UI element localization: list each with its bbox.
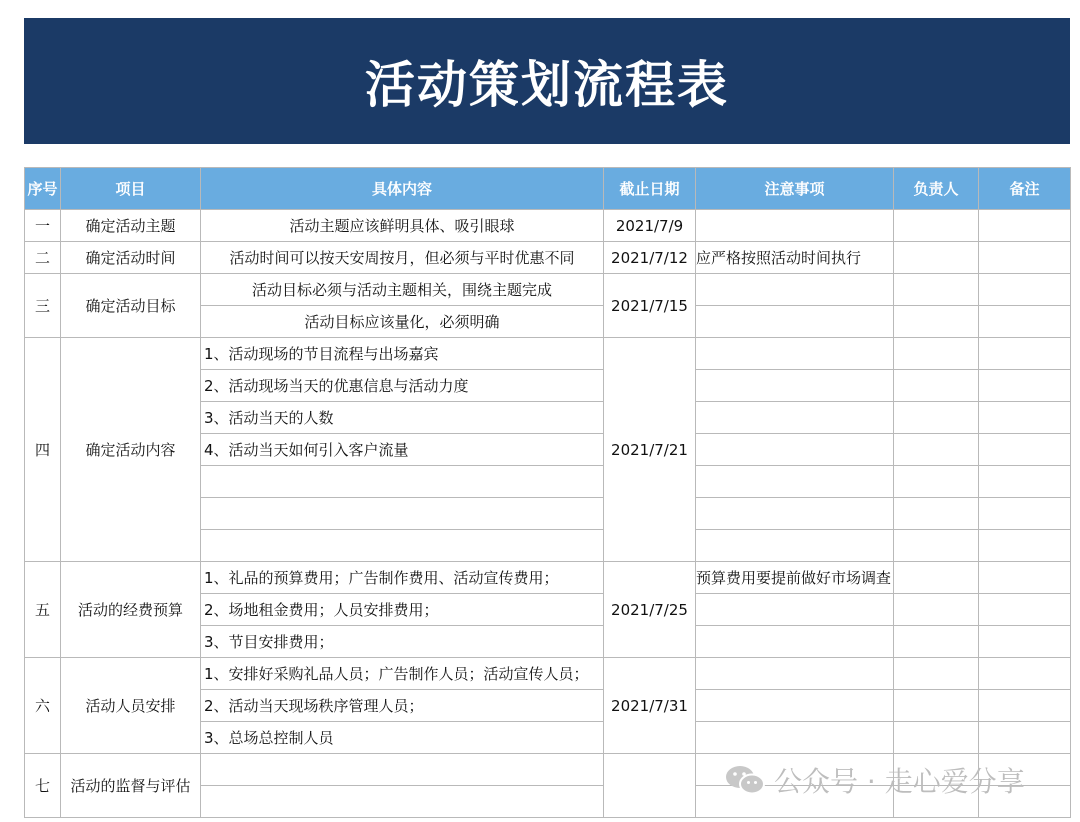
cell-item: 确定活动时间: [61, 242, 201, 274]
table-row: [25, 562, 1071, 594]
cell-remarks: [979, 562, 1071, 594]
header-row: [25, 168, 1071, 210]
cell-notes: [696, 210, 894, 242]
cell-notes: [696, 754, 894, 786]
cell-content: 1、礼品的预算费用；广告制作费用、活动宣传费用；: [201, 562, 604, 594]
cell-content: [201, 498, 604, 530]
cell-owner: [894, 530, 979, 562]
cell-owner: [894, 498, 979, 530]
cell-owner: [894, 626, 979, 658]
cell-remarks: [979, 658, 1071, 690]
cell-content: 活动目标必须与活动主题相关，围绕主题完成: [201, 274, 604, 306]
cell-content: [201, 786, 604, 818]
cell-content: 2、场地租金费用；人员安排费用；: [201, 594, 604, 626]
cell-owner: [894, 370, 979, 402]
cell-content: 3、活动当天的人数: [201, 402, 604, 434]
cell-notes: [696, 690, 894, 722]
cell-notes: [696, 626, 894, 658]
cell-content: 活动时间可以按天安周按月，但必须与平时优惠不同: [201, 242, 604, 274]
cell-owner: [894, 306, 979, 338]
cell-no: 五: [25, 562, 61, 658]
header-content: 具体内容: [201, 168, 604, 210]
cell-item: 活动人员安排: [61, 658, 201, 754]
cell-notes: [696, 466, 894, 498]
cell-remarks: [979, 242, 1071, 274]
cell-owner: [894, 594, 979, 626]
cell-owner: [894, 242, 979, 274]
cell-owner: [894, 690, 979, 722]
cell-content: 活动主题应该鲜明具体、吸引眼球: [201, 210, 604, 242]
watermark-text: 公众号 · 走心爱分享: [774, 765, 1025, 798]
cell-deadline: 2021/7/12: [604, 242, 696, 274]
cell-deadline: 2021/7/9: [604, 210, 696, 242]
cell-remarks: [979, 626, 1071, 658]
cell-no: 一: [25, 210, 61, 242]
table-body: [25, 210, 1071, 818]
cell-remarks: [979, 786, 1071, 818]
header-no: 序号: [25, 168, 61, 210]
cell-content: 2、活动当天现场秩序管理人员；: [201, 690, 604, 722]
cell-notes: [696, 722, 894, 754]
cell-remarks: [979, 370, 1071, 402]
cell-notes: [696, 370, 894, 402]
table-row: [25, 658, 1071, 690]
cell-content: 活动目标应该量化，必须明确: [201, 306, 604, 338]
header-remarks: 备注: [979, 168, 1071, 210]
table-row: [25, 242, 1071, 274]
cell-remarks: [979, 722, 1071, 754]
plan-table: [24, 167, 1071, 818]
cell-owner: [894, 210, 979, 242]
cell-deadline: [604, 754, 696, 818]
page-title: 活动策划流程表: [365, 56, 729, 114]
table-row: [25, 210, 1071, 242]
cell-remarks: [979, 498, 1071, 530]
cell-owner: [894, 402, 979, 434]
cell-remarks: [979, 530, 1071, 562]
cell-remarks: [979, 306, 1071, 338]
title-banner: [24, 18, 1070, 144]
cell-notes: [696, 274, 894, 306]
cell-item: 活动的监督与评估: [61, 754, 201, 818]
cell-content: 2、活动现场当天的优惠信息与活动力度: [201, 370, 604, 402]
cell-owner: [894, 434, 979, 466]
cell-content: 3、节目安排费用；: [201, 626, 604, 658]
cell-no: 四: [25, 338, 61, 562]
cell-remarks: [979, 402, 1071, 434]
cell-remarks: [979, 690, 1071, 722]
cell-notes: [696, 658, 894, 690]
cell-content: [201, 466, 604, 498]
cell-content: 1、安排好采购礼品人员；广告制作人员；活动宣传人员；: [201, 658, 604, 690]
cell-content: [201, 754, 604, 786]
cell-deadline: 2021/7/25: [604, 562, 696, 658]
cell-owner: [894, 754, 979, 786]
cell-notes: [696, 402, 894, 434]
cell-remarks: [979, 466, 1071, 498]
cell-notes: [696, 338, 894, 370]
cell-item: 活动的经费预算: [61, 562, 201, 658]
cell-notes: 预算费用要提前做好市场调查: [696, 562, 894, 594]
cell-deadline: 2021/7/31: [604, 658, 696, 754]
header-item: 项目: [61, 168, 201, 210]
cell-item: 确定活动内容: [61, 338, 201, 562]
cell-owner: [894, 658, 979, 690]
cell-notes: 应严格按照活动时间执行: [696, 242, 894, 274]
cell-remarks: [979, 338, 1071, 370]
cell-notes: [696, 498, 894, 530]
cell-owner: [894, 338, 979, 370]
header-notes: 注意事项: [696, 168, 894, 210]
cell-notes: [696, 594, 894, 626]
cell-deadline: 2021/7/21: [604, 338, 696, 562]
cell-remarks: [979, 754, 1071, 786]
table-row: [25, 338, 1071, 370]
cell-remarks: [979, 210, 1071, 242]
cell-remarks: [979, 434, 1071, 466]
cell-item: 确定活动目标: [61, 274, 201, 338]
cell-no: 二: [25, 242, 61, 274]
cell-owner: [894, 562, 979, 594]
cell-content: [201, 530, 604, 562]
header-owner: 负责人: [894, 168, 979, 210]
cell-no: 三: [25, 274, 61, 338]
cell-notes: [696, 786, 894, 818]
cell-deadline: 2021/7/15: [604, 274, 696, 338]
cell-remarks: [979, 274, 1071, 306]
cell-owner: [894, 274, 979, 306]
cell-content: 4、活动当天如何引入客户流量: [201, 434, 604, 466]
cell-notes: [696, 434, 894, 466]
cell-notes: [696, 530, 894, 562]
cell-content: 1、活动现场的节目流程与出场嘉宾: [201, 338, 604, 370]
cell-no: 七: [25, 754, 61, 818]
table-row: [25, 754, 1071, 786]
cell-no: 六: [25, 658, 61, 754]
cell-owner: [894, 786, 979, 818]
table-row: [25, 274, 1071, 306]
cell-content: 3、总场总控制人员: [201, 722, 604, 754]
cell-owner: [894, 466, 979, 498]
cell-notes: [696, 306, 894, 338]
cell-remarks: [979, 594, 1071, 626]
cell-owner: [894, 722, 979, 754]
header-deadline: 截止日期: [604, 168, 696, 210]
cell-item: 确定活动主题: [61, 210, 201, 242]
